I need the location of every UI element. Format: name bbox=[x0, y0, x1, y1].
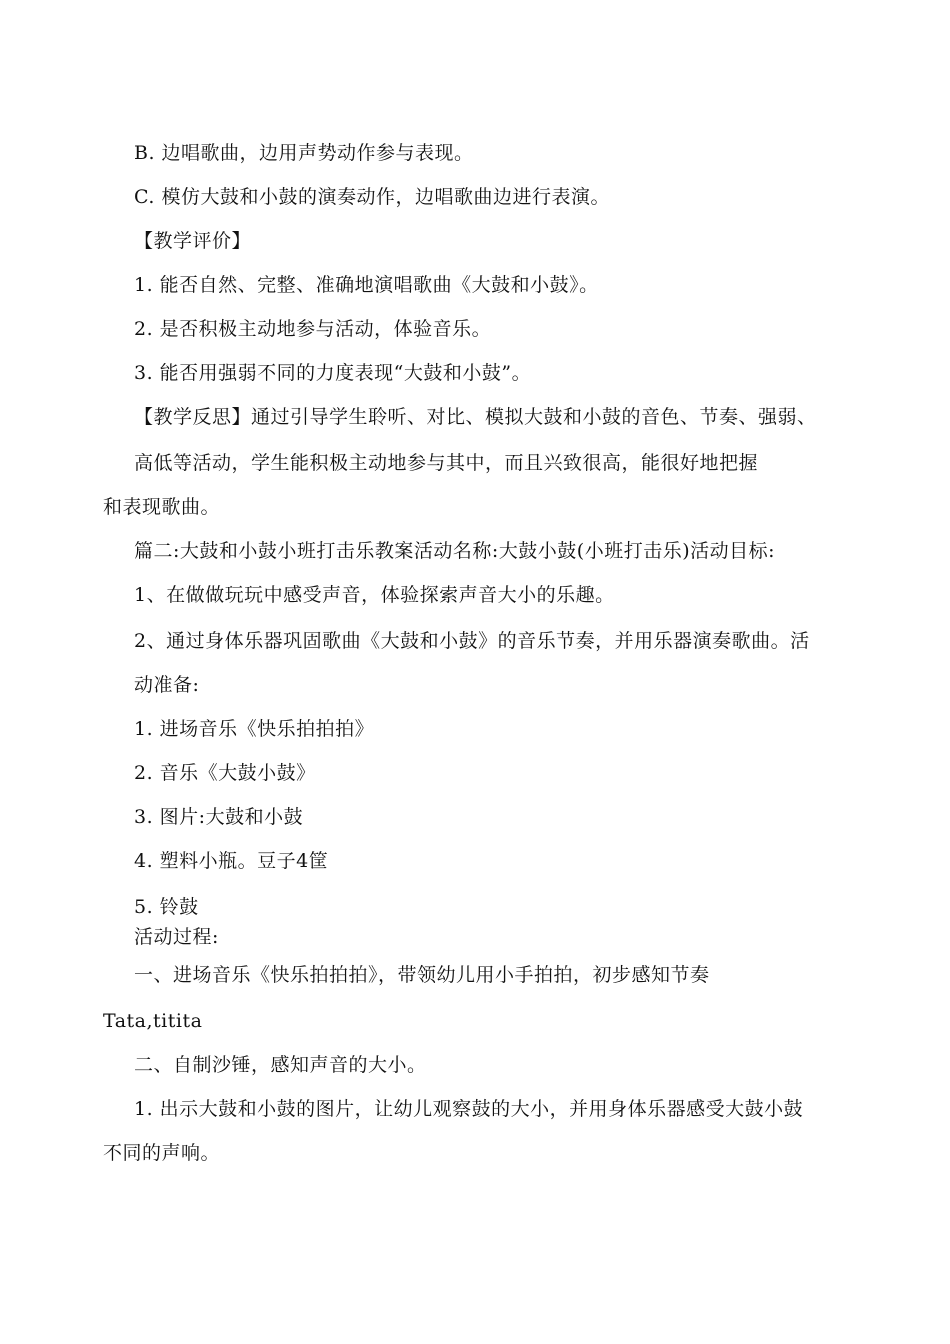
process-step-2-item-1: 1. 出示大鼓和小鼓的图片，让幼儿观察鼓的大小，并用身体乐器感受大鼓小鼓 bbox=[134, 1098, 804, 1120]
reflection-line-1: 【教学反思】通过引导学生聆听、对比、模拟大鼓和小鼓的音色、节奏、强弱、 bbox=[134, 406, 817, 428]
reflection-line-2: 高低等活动，学生能积极主动地参与其中，而且兴致很高，能很好地把握 bbox=[134, 452, 759, 474]
part-two-heading: 篇二:大鼓和小鼓小班打击乐教案活动名称:大鼓小鼓(小班打击乐)活动目标: bbox=[134, 540, 776, 562]
reflection-line-3: 和表现歌曲。 bbox=[103, 496, 221, 518]
process-step-2-item-1-cont: 不同的声响。 bbox=[103, 1142, 221, 1164]
preparation-item-5: 5. 铃鼓 bbox=[134, 896, 199, 918]
option-b-line: B. 边唱歌曲，边用声势动作参与表现。 bbox=[134, 142, 474, 164]
goal-item-2: 2、通过身体乐器巩固歌曲《大鼓和小鼓》的音乐节奏，并用乐器演奏歌曲。活 bbox=[134, 630, 810, 652]
process-heading: 活动过程: bbox=[134, 926, 219, 948]
option-c-line: C. 模仿大鼓和小鼓的演奏动作，边唱歌曲边进行表演。 bbox=[134, 186, 610, 208]
evaluation-item-1: 1. 能否自然、完整、准确地演唱歌曲《大鼓和小鼓》。 bbox=[134, 274, 599, 296]
evaluation-item-2: 2. 是否积极主动地参与活动，体验音乐。 bbox=[134, 318, 492, 340]
process-step-1: 一、进场音乐《快乐拍拍拍》，带领幼儿用小手拍拍，初步感知节奏 bbox=[134, 964, 710, 986]
process-step-2: 二、自制沙锤，感知声音的大小。 bbox=[134, 1054, 427, 1076]
preparation-item-4: 4. 塑料小瓶。豆子4筐 bbox=[134, 850, 329, 872]
preparation-item-2: 2. 音乐《大鼓小鼓》 bbox=[134, 762, 316, 784]
preparation-item-1: 1. 进场音乐《快乐拍拍拍》 bbox=[134, 718, 375, 740]
preparation-item-3: 3. 图片:大鼓和小鼓 bbox=[134, 806, 304, 828]
goal-item-1: 1、在做做玩玩中感受声音，体验探索声音大小的乐趣。 bbox=[134, 584, 615, 606]
rhythm-text: Tata,titita bbox=[103, 1010, 203, 1032]
preparation-heading: 动准备: bbox=[134, 674, 200, 696]
evaluation-item-3: 3. 能否用强弱不同的力度表现“大鼓和小鼓”。 bbox=[134, 362, 532, 384]
section-heading-evaluation: 【教学评价】 bbox=[134, 230, 252, 252]
